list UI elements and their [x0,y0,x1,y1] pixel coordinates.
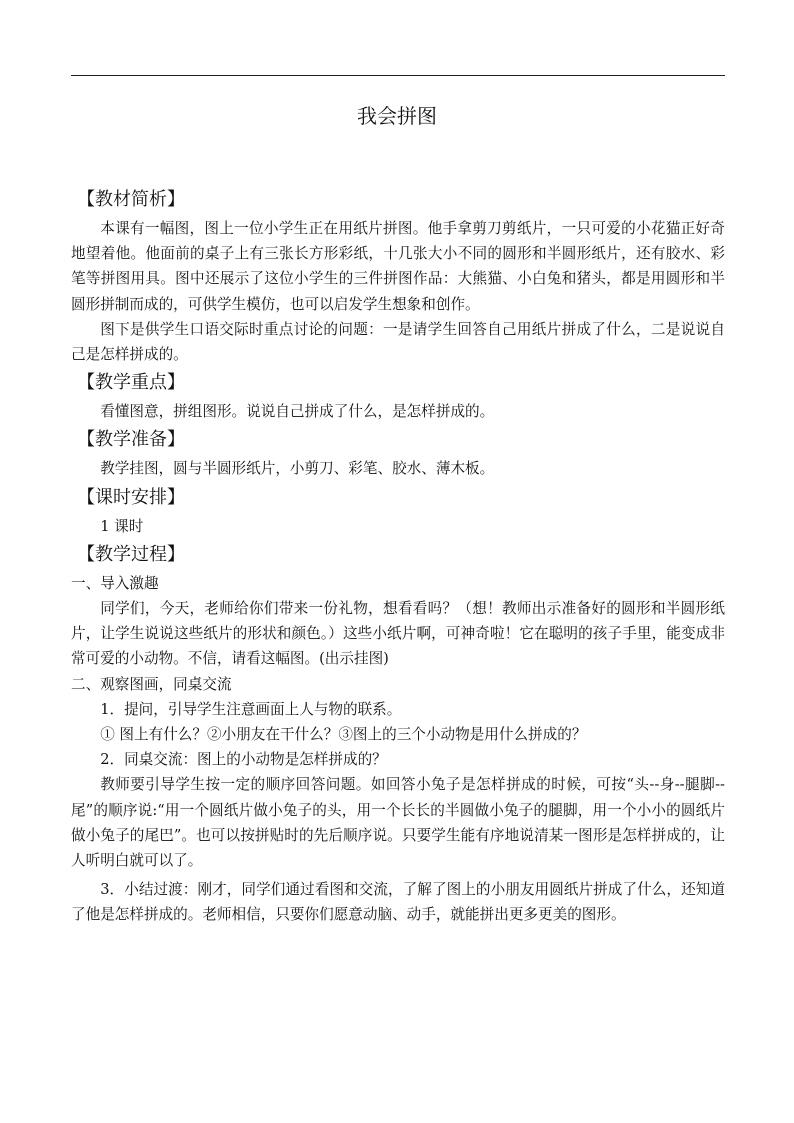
header-rule [71,75,725,76]
paragraph-step-1: 1．提问，引导学生注意画面上人与物的联系。 [100,700,402,718]
section-heading-preparation: 【教学准备】 [77,429,185,451]
section-heading-key-points: 【教学重点】 [77,372,185,394]
document-body [71,184,725,928]
paragraph-key-points: 看懂图意，拼组图形。说说自己拼成了什么，是怎样拼成的。 [100,403,495,421]
paragraph-step-2: 2．同桌交流：图上的小动物是怎样拼成的？ [100,751,387,769]
paragraph-analysis-2: 图下是供学生口语交际时重点讨论的问题：一是请学生回答自己用纸片拼成了什么，二是说说自己是怎样拼成的。 [71,320,725,364]
subheading-observe: 二、观察图画，同桌交流 [71,675,232,693]
section-heading-schedule: 【课时安排】 [77,486,185,508]
paragraph-preparation: 教学挂图，圆与半圆形纸片，小剪刀、彩笔、胶水、薄木板。 [100,460,495,478]
paragraph-schedule: 1 课时 [100,517,144,535]
section-heading-process: 【教学过程】 [77,543,185,565]
paragraph-step-3: 3．小结过渡：刚才，同学们通过看图和交流，了解了图上的小朋友用圆纸片拼成了什么，还知道了他是怎样拼成的。老师相信，只要你们愿意动脑、动手，就能拼出更多更美的图形。 [71,881,725,924]
paragraph-guidance: 教师要引导学生按一定的顺序回答问题。如回答小兔子是怎样拼成的时候，可按“头--身--腿脚--尾”的顺序说:“用一个圆纸片做小兔子的头，用一个长长的半圆做小兔子的腿脚，用一个小小的圆纸片做小兔子的尾巴”。也可以按拼贴时的先后顺序说。只要学生能有序地说清某一图形是怎样拼成的，让人听明白就可以了。 [71,776,725,870]
section-heading-textbook-analysis: 【教材简析】 [77,189,185,210]
paragraph-analysis-1: 本课有一幅图，图上一位小学生正在用纸片拼图。他手拿剪刀剪纸片，一只可爱的小花猫正好奇地望着他。他面前的桌子上有三张长方形彩纸，十几张大小不同的圆形和半圆形纸片，还有胶水、彩笔等拼图用具。图中还展示了这位小学生的三件拼图作品：大熊猫、小白兔和猪头，都是用圆形和半圆形拼制而成的，可供学生模仿，也可以启发学生想象和创作。 [71,220,725,313]
subheading-introduction: 一、导入激趣 [71,574,159,592]
paragraph-questions: ① 图上有什么？②小朋友在干什么？③图上的三个小动物是用什么拼成的？ [100,726,587,744]
page-title: 我会拼图 [357,104,437,128]
paragraph-introduction: 同学们，今天，老师给你们带来一份礼物，想看看吗？（想！教师出示准备好的圆形和半圆形纸片，让学生说说这些纸片的形状和颜色。）这些小纸片啊，可神奇啦！它在聪明的孩子手里，能变成非常可爱的小动物。不信，请看这幅图。(出示挂图) [71,600,725,668]
